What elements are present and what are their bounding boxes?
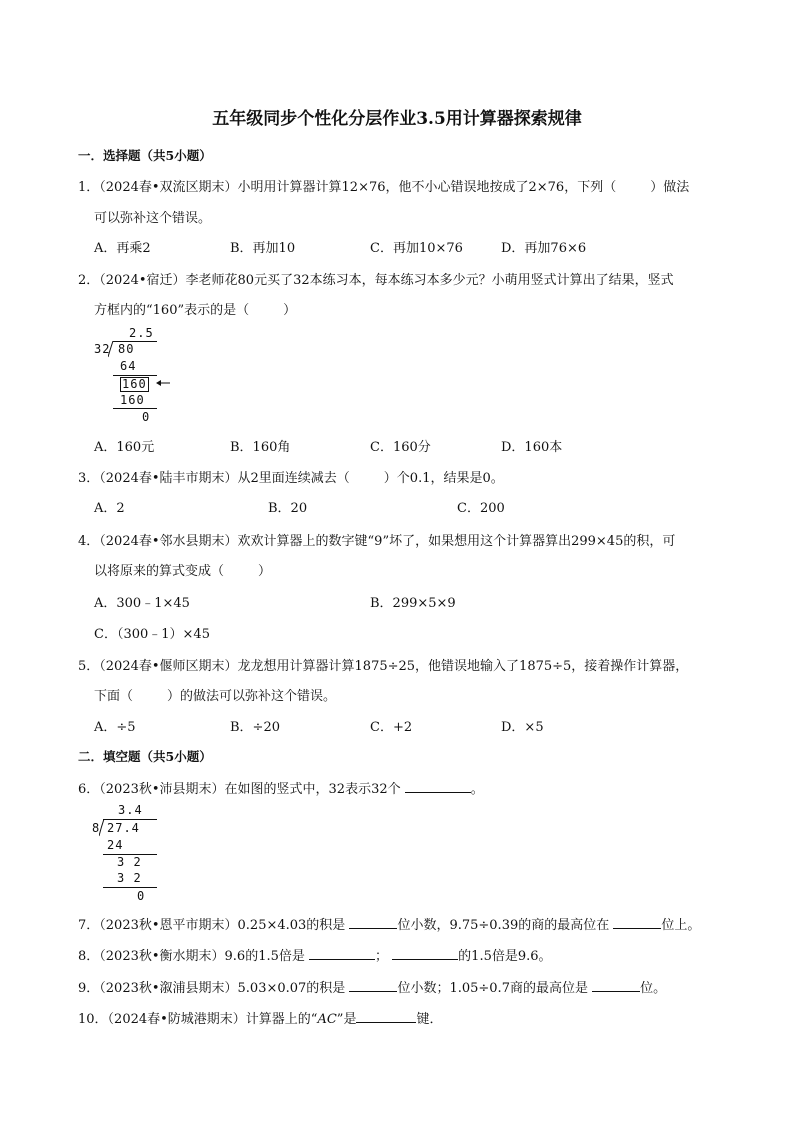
q6-step-1: 24 [107,838,124,852]
q2-rule-2 [113,408,157,409]
q3-option-a[interactable]: A．2 [94,501,125,516]
q10-text-b: ”是 [336,1012,357,1027]
q2-step-1: 64 [120,359,137,373]
q10-ac-key: AC [317,1012,337,1027]
q1-option-a[interactable]: A．再乘2 [94,241,151,256]
arrow-left-icon [155,378,171,388]
q6-rule-2 [103,887,157,888]
q2-rule-1 [113,375,157,376]
q2-option-d[interactable]: D．160本 [501,440,563,455]
q1-option-b[interactable]: B．再加10 [230,241,296,256]
q2-division-bracket [108,341,116,358]
q6-remainder: 0 [137,889,146,903]
q9-blank-2[interactable] [592,979,640,992]
q8-blank-1[interactable] [309,947,375,960]
q10-text-a: 10．（2024春•防城港期末）计算器上的“ [78,1012,318,1027]
q2-boxed-160: 160 [122,377,147,391]
q1-option-d[interactable]: D．再加76×6 [501,241,587,256]
q6-answer-blank[interactable] [405,780,471,793]
q2-text-b: ） [283,303,297,318]
q9-blank-1[interactable] [349,979,397,992]
q1-text-b: ）做法 [650,180,690,195]
question-1-line-1 [78,176,689,195]
q9-text-a: 9．（2023秋•溆浦县期末）5.03×0.07的积是 [78,981,346,996]
q5-option-d[interactable]: D．×5 [501,720,544,735]
q6-step-3: 3 2 [117,871,142,885]
q2-option-b[interactable]: B．160角 [230,440,291,455]
q5-option-a[interactable]: A．÷5 [94,720,136,735]
q9-text-b: 位小数；1.05÷0.7商的最高位是 [397,981,588,996]
question-9 [78,977,666,996]
section-heading-fill: 二．填空题（共5小题） [78,749,212,764]
q7-text-a: 7．（2023秋•恩平市期末）0.25×4.03的积是 [78,918,346,933]
question-7 [78,914,700,933]
q2-step-3: 160 [120,393,145,407]
q7-text-c: 位上。 [661,918,701,933]
q6-divisor: 8 [92,821,101,835]
q3-option-c[interactable]: C．200 [457,501,505,516]
question-5-line-2 [94,685,336,704]
q3-text-a: 3．（2024春•陆丰市期末）从2里面连续减去（ [78,471,350,486]
q4-option-a[interactable]: A．300﹣1×45 [94,596,190,611]
q4-option-b[interactable]: B．299×5×9 [370,596,456,611]
q8-text-c: 的1.5倍是9.6。 [458,949,552,964]
q2-divisor: 32 [94,342,111,356]
q7-blank-1[interactable] [349,916,397,929]
q1-option-c[interactable]: C．再加10×76 [370,241,463,256]
q8-text-b: ； [375,949,389,964]
q5-option-b[interactable]: B．÷20 [230,720,280,735]
q2-quotient: 2.5 [129,326,154,340]
q9-text-c: 位。 [640,981,667,996]
q2-remainder: 0 [142,410,151,424]
page-title: 五年级同步个性化分层作业3.5用计算器探索规律 [212,109,582,129]
q2-dividend: 80 [118,342,135,356]
q6-division-bar [103,819,157,820]
q8-blank-2[interactable] [392,947,458,960]
q6-dividend: 27.4 [107,821,140,835]
section-heading-choice: 一．选择题（共5小题） [78,148,212,163]
q7-text-b: 位小数，9.75÷0.39的商的最高位在 [397,918,610,933]
question-2-line-2 [94,299,296,318]
question-6-line-1 [78,778,484,797]
question-3-line-1 [78,467,504,486]
q6-text-b: 。 [470,782,484,797]
question-2-line-1: 2．（2024•宿迁）李老师花80元买了32本练习本，每本练习本多少元？小萌用竖式计算出了结果，竖式 [78,273,674,288]
q4-option-c[interactable]: C．（300﹣1）×45 [94,627,210,642]
q6-step-2: 3 2 [117,855,142,869]
question-4-line-2 [94,560,271,579]
q4-text-a: 以将原来的算式变成（ [94,564,225,579]
q3-text-b: ）个0.1，结果是0。 [383,471,504,486]
q7-blank-2[interactable] [613,916,661,929]
q6-text-a: 6．（2023秋•沛县期末）在如图的竖式中，32表示32个 [78,782,401,797]
q6-division-bracket [99,819,107,837]
q10-blank[interactable] [356,1010,416,1023]
q2-option-a[interactable]: A．160元 [94,440,155,455]
q1-text-a: 1．（2024春•双流区期末）小明用计算器计算12×76，他不小心错误地按成了2×76，下列（ [78,180,617,195]
q5-option-c[interactable]: C．+2 [370,720,413,735]
q8-text-a: 8．（2023秋•衡水期末）9.6的1.5倍是 [78,949,305,964]
question-5-line-1: 5．（2024春•偃师区期末）龙龙想用计算器计算1875÷25，他错误地输入了1875÷5，接着操作计算器， [78,659,689,674]
q5-text-b: ）的做法可以弥补这个错误。 [167,689,337,704]
question-10 [78,1008,442,1027]
question-8 [78,945,552,964]
q6-quotient: 3.4 [118,803,143,817]
q5-text-a: 下面（ [94,689,134,704]
q2-text-a: 方框内的“160”表示的是（ [94,303,250,318]
q10-text-c: 键． [416,1012,443,1027]
q2-option-c[interactable]: C．160分 [370,440,431,455]
question-1-line-2: 可以弥补这个错误。 [94,211,212,226]
q4-text-b: ） [258,564,272,579]
q3-option-b[interactable]: B．20 [268,501,308,516]
question-4-line-1: 4．（2024春•邻水县期末）欢欢计算器上的数字键“9”坏了，如果想用这个计算器算出299×45的积，可 [78,534,676,549]
